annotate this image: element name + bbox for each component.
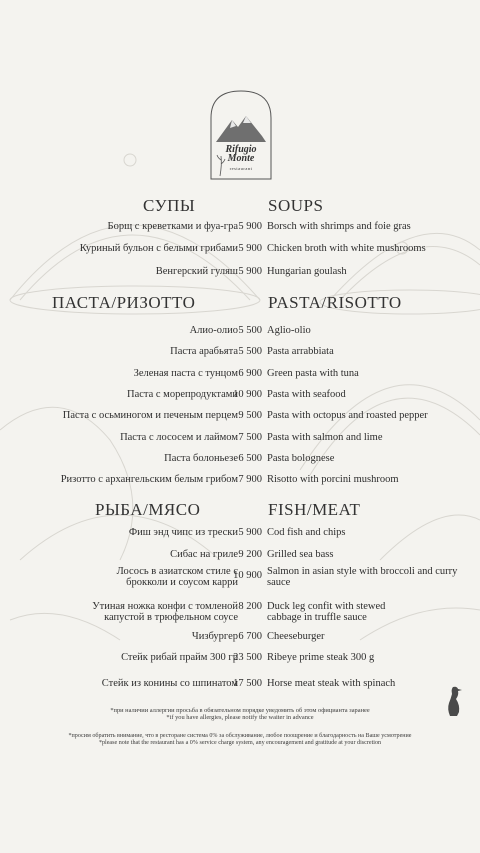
item-name-en: Cheeseburger bbox=[267, 631, 325, 642]
allergy-note-en: *if you have allergies, please notify the waiter in advance bbox=[166, 714, 314, 721]
service-note-ru: *просим обратить внимание, что в ресторане система 0% за обслуживание, любое поощрение и благодарность на Ваше усмотрение bbox=[68, 733, 412, 739]
item-name-en: Pasta arrabbiata bbox=[267, 346, 334, 357]
section-title-en: FISH/MEAT bbox=[268, 500, 361, 519]
item-name-en: Pasta with seafood bbox=[267, 389, 346, 400]
item-name-ru: Паста с морепродуктами bbox=[126, 389, 238, 400]
item-name-ru: Фиш энд чипс из трески bbox=[128, 527, 238, 538]
item-name-en: Pasta with octopus and roasted pepper bbox=[267, 410, 428, 421]
item-name-en: Green pasta with tuna bbox=[267, 368, 359, 379]
allergy-note-ru: *при наличии аллергии просьба в обязательном порядке уведомить об этом официанта заранее bbox=[110, 707, 370, 714]
item-name-en: Borsch with shrimps and foie gras bbox=[267, 221, 411, 232]
section-title-en: SOUPS bbox=[268, 196, 324, 215]
item-price: 9 500 bbox=[238, 410, 262, 421]
item-price: 10 900 bbox=[233, 389, 262, 400]
logo-subtitle: restaurant bbox=[229, 166, 253, 171]
section-title-en: PASTA/RISOTTO bbox=[268, 293, 402, 312]
item-price: 23 500 bbox=[233, 652, 262, 663]
item-name-ru: Зеленая паста с тунцом bbox=[133, 368, 238, 379]
item-name-ru: Паста болоньезе bbox=[164, 453, 238, 464]
item-name-ru: Борщ с креветками и фуа-гра bbox=[107, 221, 238, 232]
item-price: 5 500 bbox=[238, 325, 262, 336]
item-name-en: Salmon in asian style with broccoli and curry sauce bbox=[267, 566, 458, 588]
item-name-en: Hungarian goulash bbox=[267, 266, 347, 277]
logo-name-line2: Monte bbox=[227, 153, 255, 164]
item-price: 10 900 bbox=[233, 570, 262, 581]
service-note-en: *please note that the restaurant has a 0% service charge system, any encouragement and gratitude at your discretion bbox=[98, 740, 382, 746]
item-name-ru: Стейк рибай прайм 300 гр bbox=[121, 652, 238, 663]
item-name-ru: Ризотто с архангельским белым грибом bbox=[60, 474, 238, 485]
section-title-ru: ПАСТА/РИЗОТТО bbox=[52, 293, 196, 312]
section-title-ru: СУПЫ bbox=[143, 196, 196, 215]
item-price: 6 500 bbox=[238, 453, 262, 464]
item-price: 6 900 bbox=[238, 368, 262, 379]
item-price: 5 900 bbox=[238, 527, 262, 538]
item-price: 7 500 bbox=[238, 432, 262, 443]
item-name-en: Pasta with salmon and lime bbox=[267, 432, 383, 443]
item-name-ru: Венгерский гуляш bbox=[155, 266, 238, 277]
item-name-en: Ribeye prime steak 300 g bbox=[267, 652, 375, 663]
item-name-en: Horse meat steak with spinach bbox=[267, 678, 396, 689]
item-price: 6 700 bbox=[238, 631, 262, 642]
item-name-ru: Куриный бульон с белыми грибами bbox=[79, 243, 238, 254]
item-price: 5 900 bbox=[238, 221, 262, 232]
item-name-ru: Алио-олио bbox=[189, 325, 238, 336]
item-name-en: Chicken broth with white mushrooms bbox=[267, 243, 426, 254]
restaurant-logo bbox=[210, 90, 272, 180]
item-name-en: Cod fish and chips bbox=[267, 527, 346, 538]
item-price: 9 200 bbox=[238, 549, 262, 560]
item-name-ru: Лосось в азиатском стиле с брокколи и соусом карри bbox=[116, 566, 238, 588]
item-price: 7 900 bbox=[238, 474, 262, 485]
item-name-ru: Стейк из конины со шпинатом bbox=[101, 678, 238, 689]
item-name-en: Duck leg confit with stewed cabbage in truffle sauce bbox=[267, 601, 386, 623]
logo-name-line1: Rifugio bbox=[225, 144, 257, 155]
item-name-en: Grilled sea bass bbox=[267, 549, 334, 560]
item-name-ru: Сибас на гриле bbox=[170, 549, 238, 560]
item-price: 5 900 bbox=[238, 266, 262, 277]
item-name-en: Pasta bolognese bbox=[267, 453, 335, 464]
item-name-en: Risotto with porcini mushroom bbox=[267, 474, 399, 485]
item-price: 8 200 bbox=[238, 601, 262, 612]
item-name-ru: Утиная ножка конфи с томленой капустой в трюфельном соусе bbox=[92, 601, 238, 623]
item-name-ru: Паста с лососем и лаймом bbox=[120, 432, 238, 443]
item-name-en: Aglio-olio bbox=[267, 325, 311, 336]
item-name-ru: Паста с осьминогом и печеным перцем bbox=[62, 410, 238, 421]
item-price: 5 500 bbox=[238, 346, 262, 357]
item-name-ru: Чизбургер bbox=[191, 631, 238, 642]
item-name-ru: Паста арабьята bbox=[170, 346, 238, 357]
item-price: 5 900 bbox=[238, 243, 262, 254]
section-title-ru: РЫБА/МЯСО bbox=[95, 500, 201, 519]
item-price: 17 500 bbox=[233, 678, 262, 689]
